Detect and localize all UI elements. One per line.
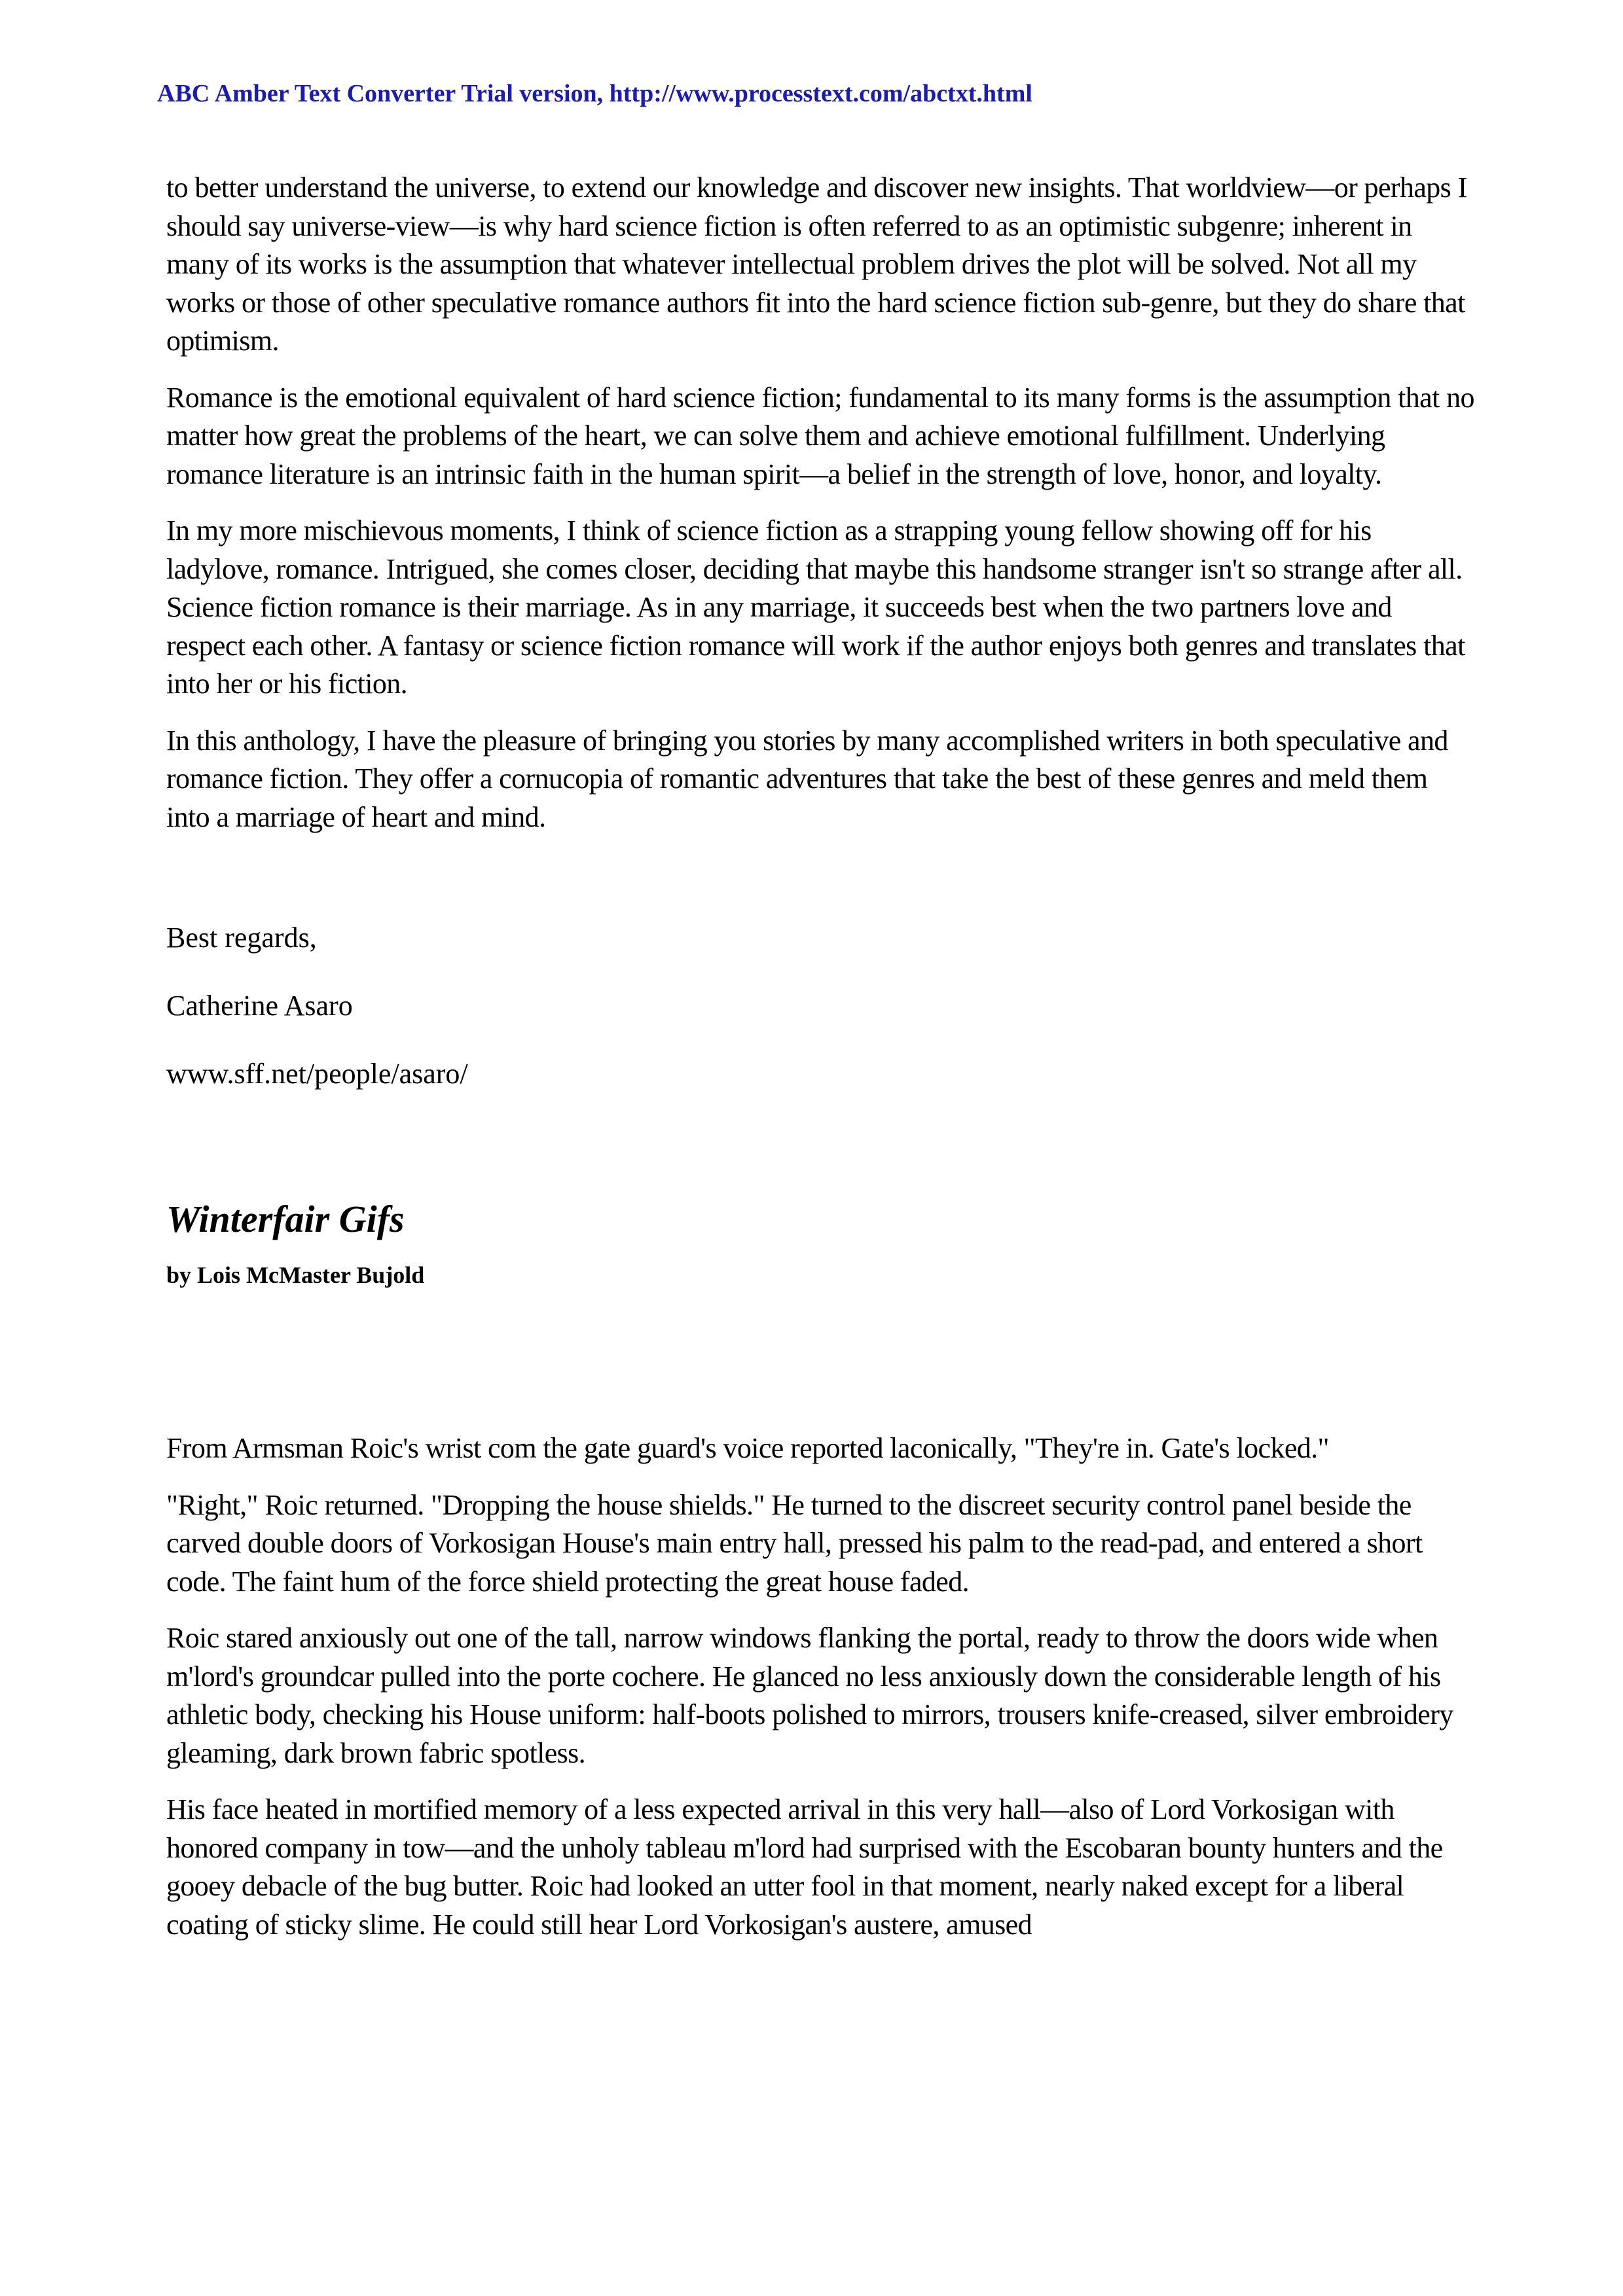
- converter-watermark: ABC Amber Text Converter Trial version, http://www.processtext.com/abctxt.html: [157, 80, 1032, 107]
- story-paragraph: "Right," Roic returned. "Dropping the house shields." He turned to the discreet security control panel beside the carved double doors of Vorkosigan House's main entry hall, pressed his palm to the read-pad, and entered a short code. The faint hum of the force shield protecting the great house faded.: [166, 1488, 1423, 1598]
- signature-name: Catherine Asaro: [166, 990, 353, 1022]
- story-paragraph: His face heated in mortified memory of a less expected arrival in this very hall—also of Lord Vorkosigan with honored company in tow—and the unholy tableau m'lord had surprised with the Escobaran bounty hunters and the gooey debacle of the bug butter. Roic had looked an utter fool in that moment, nearly naked except for a liberal coating of sticky slime. He could still hear Lord Vorkosigan's austere, amused: [166, 1793, 1443, 1941]
- intro-paragraph: to better understand the universe, to extend our knowledge and discover new insights. That worldview—or perhaps I should say universe-view—is why hard science fiction is often referred to as an optimistic subgenre; inherent in many of its works is the assumption that whatever intellectual problem drives the plot will be solved. Not all my works or those of other speculative romance authors fit into the hard science fiction sub-genre, but they do share that optimism.: [166, 171, 1467, 357]
- signature-closing: Best regards,: [166, 922, 317, 954]
- intro-paragraph: In my more mischievous moments, I think of science fiction as a strapping young fellow showing off for his ladylove, romance. Intrigued, she comes closer, deciding that maybe this handsome stranger isn't so strange after all. Science fiction romance is their marriage. As in any marriage, it succeeds best when the two partners love and respect each other. A fantasy or science fiction romance will work if the author enjoys both genres and translates that into her or his fiction.: [166, 514, 1465, 700]
- spacer: [166, 855, 1476, 919]
- page-content: [166, 169, 1476, 1962]
- intro-paragraph: In this anthology, I have the pleasure of bringing you stories by many accomplished writers in both speculative and romance fiction. They offer a cornucopia of romantic adventures that take the best of these genres and meld them into a marriage of heart and mind.: [166, 724, 1448, 833]
- story-paragraph: From Armsman Roic's wrist com the gate guard's voice reported laconically, "They're in. Gate's locked.": [166, 1432, 1329, 1464]
- spacer: [166, 1123, 1476, 1196]
- signature-website: www.sff.net/people/asaro/: [166, 1058, 468, 1090]
- intro-paragraph: Romance is the emotional equivalent of hard science fiction; fundamental to its many forms is the assumption that no matter how great the problems of the heart, we can solve them and achieve emotional fulfillment. Underlying romance literature is an intrinsic faith in the human spirit—a belief in the strength of love, honor, and loyalty.: [166, 381, 1474, 490]
- story-paragraph: Roic stared anxiously out one of the tall, narrow windows flanking the portal, ready to throw the doors wide when m'lord's groundcar pulled into the porte cochere. He glanced no less anxiously down the considerable length of his athletic body, checking his House uniform: half-boots polished to mirrors, trousers knife-creased, silver embroidery gleaming, dark brown fabric spotless.: [166, 1622, 1453, 1769]
- story-title: Winterfair Gifs: [166, 1198, 405, 1240]
- story-author: by Lois McMaster Bujold: [166, 1262, 425, 1288]
- spacer: [166, 1291, 1476, 1429]
